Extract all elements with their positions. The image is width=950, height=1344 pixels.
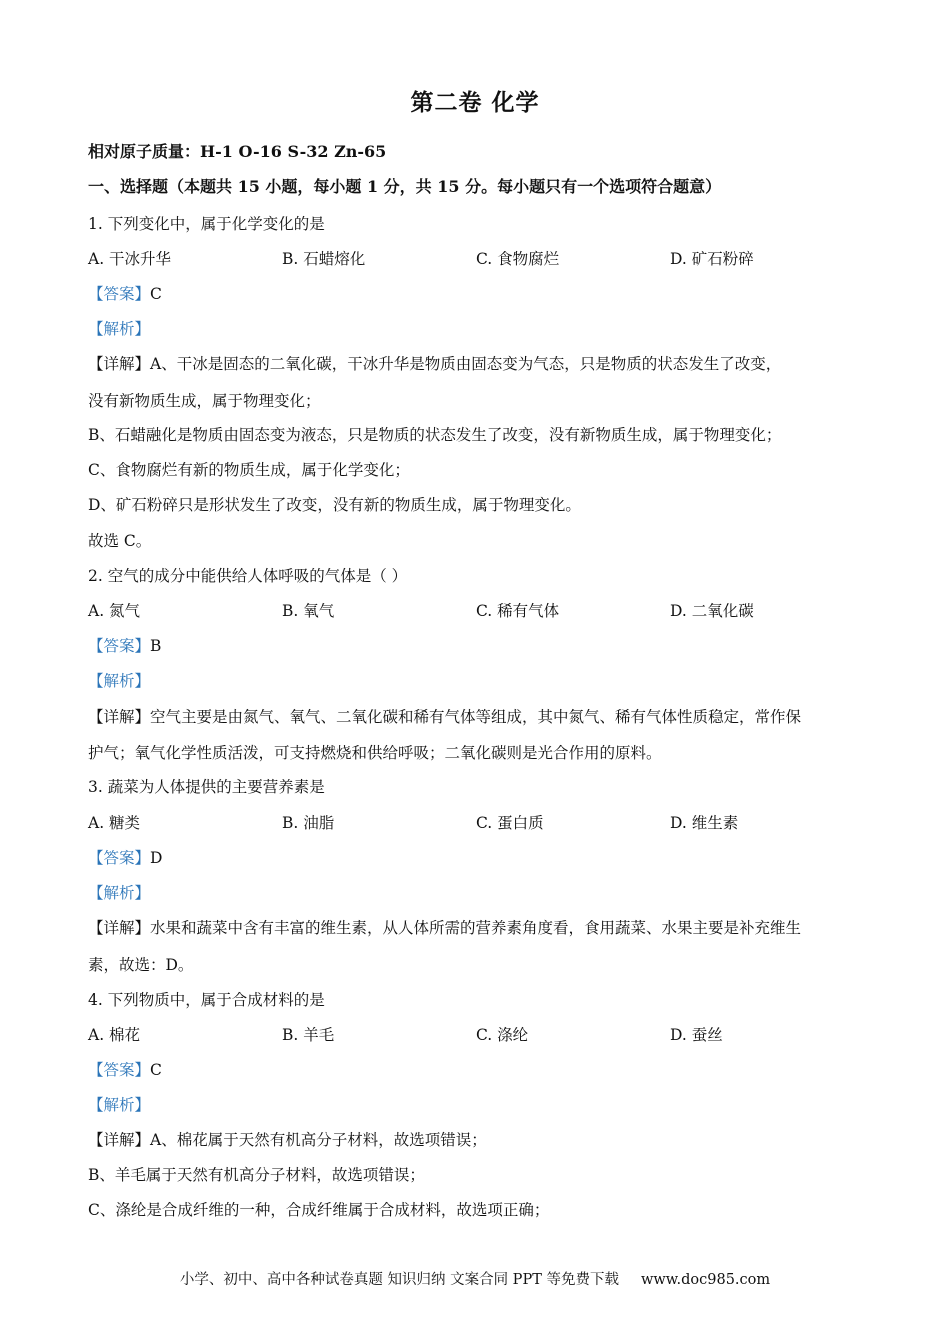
q4-option-c: C. 涤纶 (476, 1026, 529, 1044)
detail-label: 【详解】 (88, 708, 151, 726)
q4-answer (88, 1059, 162, 1081)
q1-answer-value: C (150, 285, 162, 303)
q3-option-b: B. 油脂 (282, 814, 335, 832)
q1-detail-line: B、石蜡融化是物质由固态变为液态，只是物质的状态发生了改变，没有新物质生成，属于物理变化； (88, 426, 782, 444)
q1-detail-line: C、食物腐烂有新的物质生成，属于化学变化； (88, 461, 410, 479)
q2-option-b: B. 氧气 (282, 602, 335, 620)
q1-detail-line (88, 353, 781, 375)
q2-answer-value: B (150, 637, 162, 655)
q2-detail-line (88, 706, 801, 728)
q4-analysis-label: 【解析】 (88, 1096, 151, 1114)
atomic-masses: 相对原子质量：H-1 O-16 S-32 Zn-65 (88, 142, 387, 161)
q1-detail-line: D、矿石粉碎只是形状发生了改变，没有新的物质生成，属于物理变化。 (88, 496, 581, 514)
q2-detail-line: 护气；氧气化学性质活泼，可支持燃烧和供给呼吸；二氧化碳则是光合作用的原料。 (88, 744, 662, 762)
answer-label: 【答案】 (88, 285, 151, 303)
q3-option-a: A. 糖类 (88, 814, 141, 832)
detail-label: 【详解】 (88, 919, 151, 937)
q4-answer-value: C (150, 1061, 162, 1079)
section-heading: 一、选择题（本题共 15 小题，每小题 1 分，共 15 分。每小题只有一个选项符合题意） (88, 177, 722, 196)
q3-detail-line (88, 917, 801, 939)
answer-label: 【答案】 (88, 637, 151, 655)
q1-stem: 1. 下列变化中，属于化学变化的是 (88, 215, 325, 233)
answer-label: 【答案】 (88, 1061, 151, 1079)
footer-text: 小学、初中、高中各种试卷真题 知识归纳 文案合同 PPT 等免费下载 (179, 1272, 619, 1288)
answer-label: 【答案】 (88, 849, 151, 867)
q2-analysis-label: 【解析】 (88, 672, 151, 690)
q3-analysis-label: 【解析】 (88, 884, 151, 902)
q4-detail-line (88, 1129, 487, 1151)
detail-label: 【详解】 (88, 355, 151, 373)
q1-option-a: A. 干冰升华 (88, 250, 172, 268)
page-title: 第二卷 化学 (410, 89, 540, 116)
q4-detail-text: A、棉花属于天然有机高分子材料，故选项错误； (150, 1131, 487, 1149)
q2-stem: 2. 空气的成分中能供给人体呼吸的气体是（ ） (88, 567, 408, 585)
q1-option-d: D. 矿石粉碎 (670, 250, 754, 268)
q4-detail-line: C、涤纶是合成纤维的一种，合成纤维属于合成材料，故选项正确； (88, 1201, 550, 1219)
q3-detail-text: 水果和蔬菜中含有丰富的维生素，从人体所需的营养素角度看，食用蔬菜、水果主要是补充维生 (150, 919, 802, 937)
q2-answer (88, 635, 161, 657)
q3-detail-line: 素，故选：D。 (88, 956, 194, 974)
q1-answer (88, 283, 162, 305)
q4-option-a: A. 棉花 (88, 1026, 141, 1044)
q4-detail-line: B、羊毛属于天然有机高分子材料，故选项错误； (88, 1166, 425, 1184)
q1-option-b: B. 石蜡熔化 (282, 250, 366, 268)
q1-option-c: C. 食物腐烂 (476, 250, 560, 268)
q3-option-d: D. 维生素 (670, 814, 739, 832)
q1-detail-text: A、干冰是固态的二氧化碳，干冰升华是物质由固态变为气态，只是物质的状态发生了改变， (150, 355, 782, 373)
q2-option-d: D. 二氧化碳 (670, 602, 754, 620)
q4-option-b: B. 羊毛 (282, 1026, 335, 1044)
q3-stem: 3. 蔬菜为人体提供的主要营养素是 (88, 778, 325, 796)
footer-link[interactable]: www.doc985.com (640, 1272, 771, 1288)
q3-option-c: C. 蛋白质 (476, 814, 544, 832)
q2-option-a: A. 氮气 (88, 602, 141, 620)
q4-stem: 4. 下列物质中，属于合成材料的是 (88, 991, 325, 1009)
q2-detail-text: 空气主要是由氮气、氧气、二氧化碳和稀有气体等组成，其中氮气、稀有气体性质稳定，常作保 (150, 708, 802, 726)
q3-answer (88, 847, 162, 869)
q1-detail-line: 没有新物质生成，属于物理变化； (88, 392, 321, 410)
detail-label: 【详解】 (88, 1131, 151, 1149)
q4-option-d: D. 蚕丝 (670, 1026, 723, 1044)
q1-conclusion: 故选 C。 (88, 532, 152, 550)
page-footer (0, 1268, 950, 1289)
q3-answer-value: D (150, 849, 163, 867)
q2-option-c: C. 稀有气体 (476, 602, 560, 620)
q1-analysis-label: 【解析】 (88, 320, 151, 338)
